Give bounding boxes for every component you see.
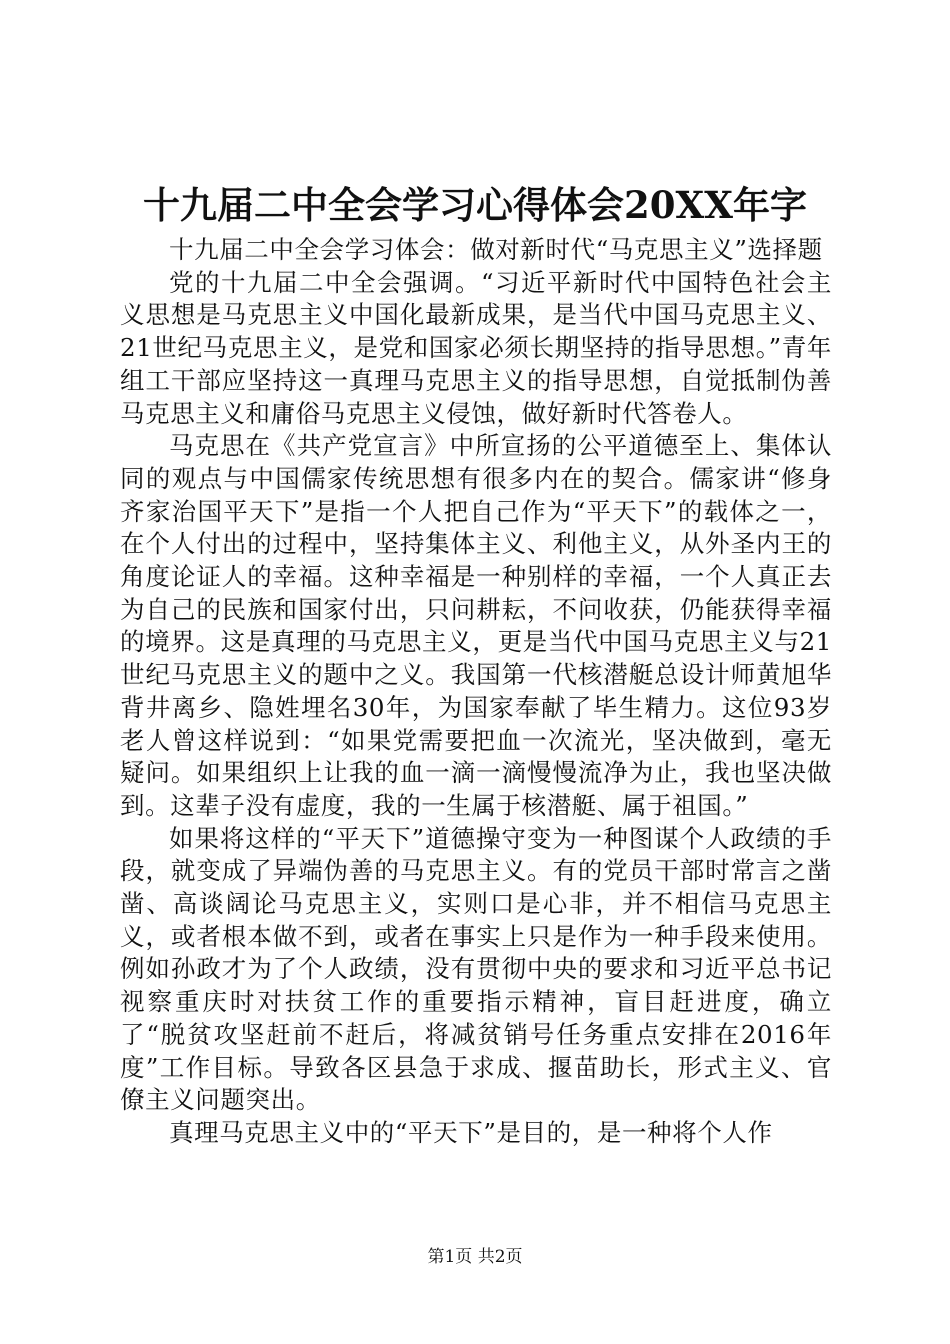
document-title: 十九届二中全会学习心得体会20XX年字	[143, 183, 807, 227]
paragraph: 十九届二中全会学习体会：做对新时代“马克思主义”选择题	[169, 235, 823, 264]
document-body	[120, 234, 832, 1150]
paragraph: 党的十九届二中全会强调。“习近平新时代中国特色社会主义思想是马克思主义中国化最新成果，是当代中国马克思主义、21世纪马克思主义，是党和国家必须长期坚持的指导思想。”青年组工干部应坚持这一真理马克思主义的指导思想，自觉抵制伪善马克思主义和庸俗马克思主义侵蚀，做好新时代答卷人。	[120, 267, 832, 428]
paragraph: 马克思在《共产党宣言》中所宣扬的公平道德至上、集体认同的观点与中国儒家传统思想有很多内在的契合。儒家讲“修身齐家治国平天下”是指一个人把自己作为“平天下”的载体之一，在个人付出的过程中，坚持集体主义、利他主义，从外圣内王的角度论证人的幸福。这种幸福是一种别样的幸福，一个人真正去为自己的民族和国家付出，只问耕耘，不问收获，仍能获得幸福的境界。这是真理的马克思主义，更是当代中国马克思主义与21世纪马克思主义的题中之义。我国第一代核潜艇总设计师黄旭华背井离乡、隐姓埋名30年，为国家奉献了毕生精力。这位93岁老人曾这样说到：“如果党需要把血一次流光，坚决做到，毫无疑问。如果组织上让我的血一滴一滴慢慢流净为止，我也坚决做到。这辈子没有虚度，我的一生属于核潜艇、属于祖国。”	[120, 431, 832, 820]
page-footer: 第1页 共2页	[427, 1247, 523, 1267]
paragraph: 真理马克思主义中的“平天下”是目的，是一种将个人作	[169, 1117, 773, 1147]
paragraph: 如果将这样的“平天下”道德操守变为一种图谋个人政绩的手段，就变成了异端伪善的马克思主义。有的党员干部时常言之凿凿、高谈阔论马克思主义，实则口是心非，并不相信马克思主义，或者根本做不到，或者在事实上只是作为一种手段来使用。例如孙政才为了个人政绩，没有贯彻中央的要求和习近平总书记视察重庆时对扶贫工作的重要指示精神，盲目赶进度，确立了“脱贫攻坚赶前不赶后，将减贫销号任务重点安排在2016年度”工作目标。导致各区县急于求成、揠苗助长，形式主义、官僚主义问题突出。	[120, 823, 832, 1115]
